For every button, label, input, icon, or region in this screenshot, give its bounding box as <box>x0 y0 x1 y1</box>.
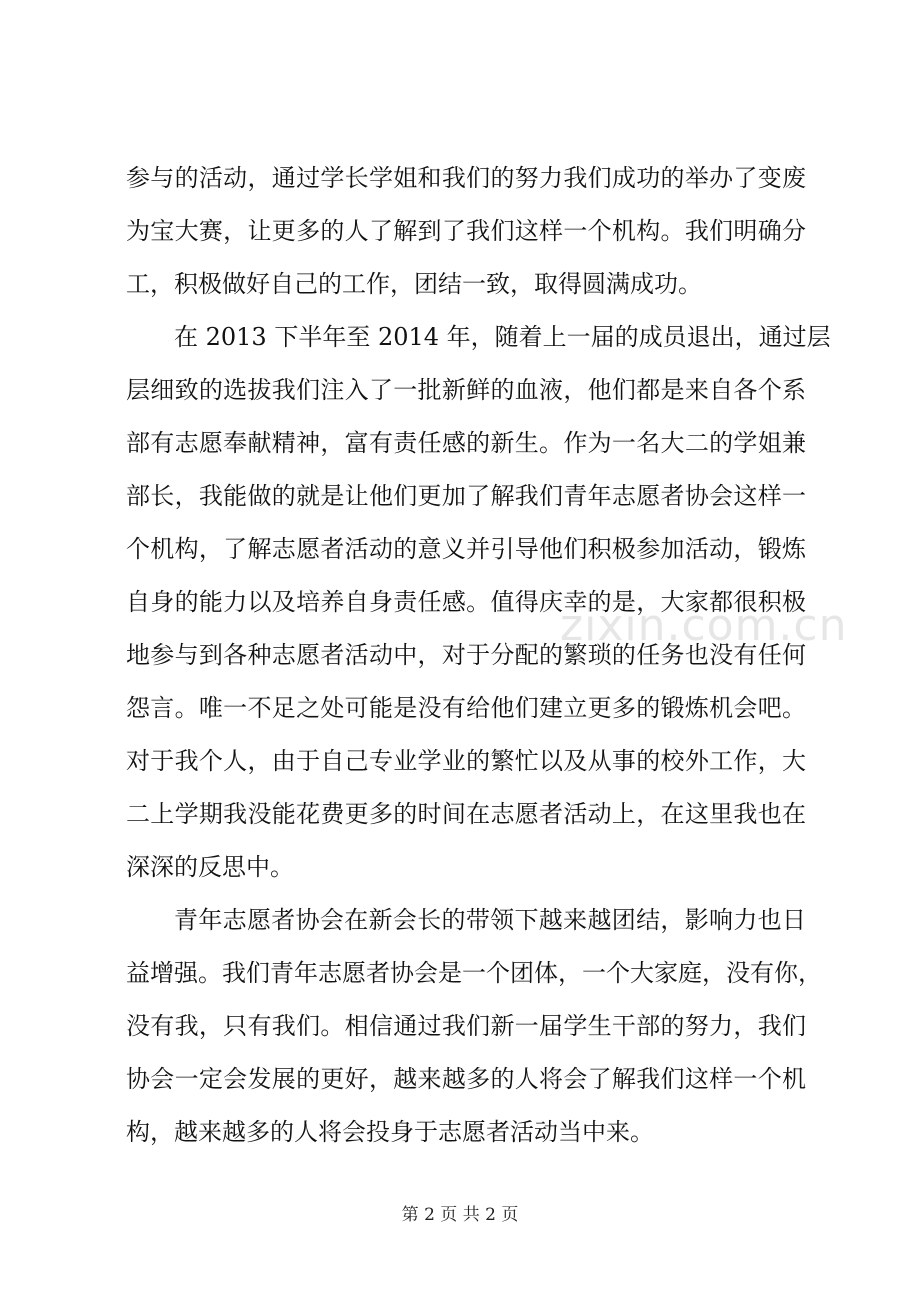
text-line: 自身的能力以及培养自身责任感。值得庆幸的是，大家都很积极 <box>126 588 806 616</box>
text-line: 对于我个人，由于自己专业学业的繁忙以及从事的校外工作，大 <box>126 747 806 775</box>
text-line: 二上学期我没能花费更多的时间在志愿者活动上，在这里我也在 <box>126 800 806 828</box>
text-line: 青年志愿者协会在新会长的带领下越来越团结，影响力也日 <box>174 906 806 934</box>
text-line: 为宝大赛，让更多的人了解到了我们这样一个机构。我们明确分 <box>126 217 806 245</box>
text-line: 地参与到各种志愿者活动中，对于分配的繁琐的任务也没有任何 <box>126 641 806 669</box>
text-line: 层细致的选拔我们注入了一批新鲜的血液，他们都是来自各个系 <box>126 376 806 404</box>
text-line: 没有我，只有我们。相信通过我们新一届学生干部的努力，我们 <box>126 1012 806 1040</box>
paragraph <box>126 311 831 894</box>
text-line: 部有志愿奉献精神，富有责任感的新生。作为一名大二的学姐兼 <box>126 429 806 457</box>
text-line: 构，越来越多的人将会投身于志愿者活动当中来。 <box>126 1118 654 1146</box>
text-line: 在 2013 下半年至 2014 年，随着上一届的成员退出，通过层 <box>174 323 831 351</box>
document-body <box>126 152 831 1159</box>
page-footer: 第 2 页 共 2 页 <box>401 1205 519 1225</box>
text-line: 益增强。我们青年志愿者协会是一个团体，一个大家庭，没有你， <box>126 959 822 987</box>
paragraph <box>126 894 822 1159</box>
paragraph <box>126 152 806 311</box>
text-line: 工，积极做好自己的工作，团结一致，取得圆满成功。 <box>126 270 702 298</box>
watermark: zixin.com.cn <box>560 600 848 651</box>
text-line: 深深的反思中。 <box>126 853 294 881</box>
text-line: 部长，我能做的就是让他们更加了解我们青年志愿者协会这样一 <box>126 482 806 510</box>
text-line: 协会一定会发展的更好，越来越多的人将会了解我们这样一个机 <box>126 1065 806 1093</box>
text-line: 个机构，了解志愿者活动的意义并引导他们积极参加活动，锻炼 <box>126 535 806 563</box>
text-line: 参与的活动，通过学长学姐和我们的努力我们成功的举办了变废 <box>126 164 806 192</box>
text-line: 怨言。唯一不足之处可能是没有给他们建立更多的锻炼机会吧。 <box>126 694 806 722</box>
